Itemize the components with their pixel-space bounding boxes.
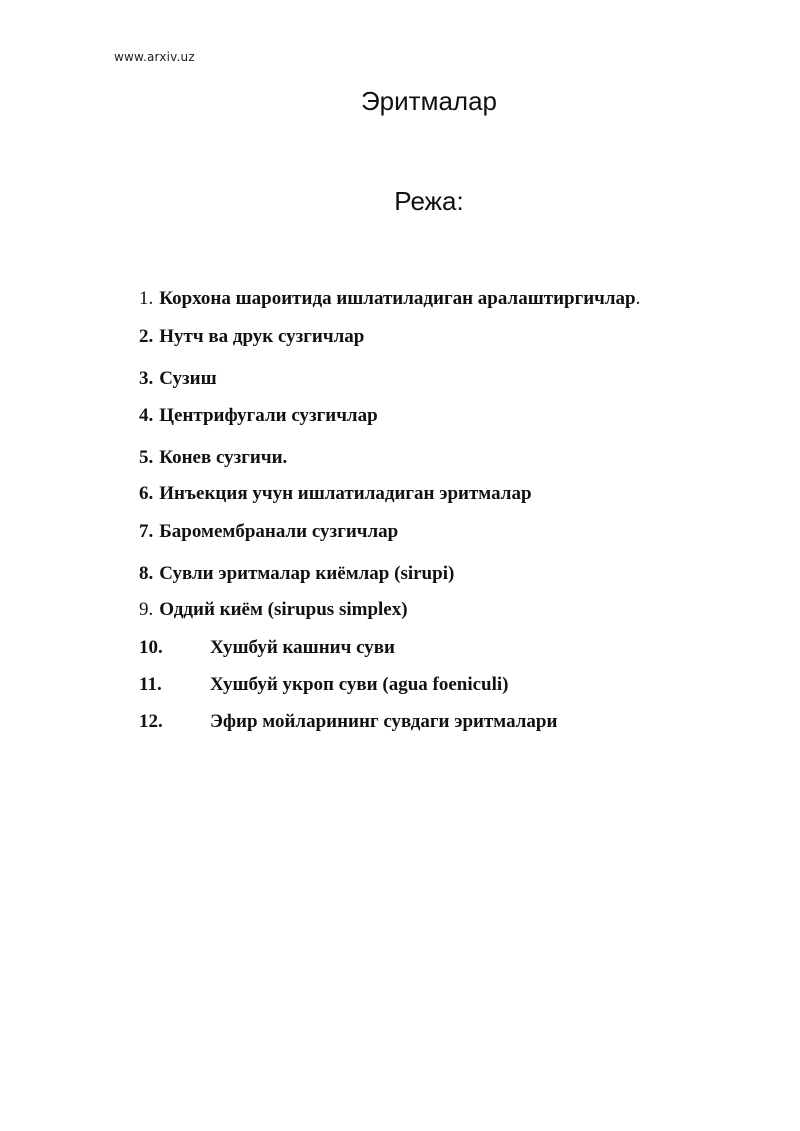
list-item-text: Эфир мойларининг сувдаги эритмалари (210, 711, 558, 732)
list-item (139, 637, 395, 659)
list-item-number: 6. (139, 483, 154, 504)
list-item-number: 7. (139, 521, 154, 542)
list-item (139, 674, 509, 696)
list-item-number: 12. (139, 711, 163, 732)
list-item-text: Сувли эритмалар киёмлар (sirupi) (159, 563, 455, 584)
list-item (139, 483, 532, 505)
list-item (139, 288, 640, 310)
list-item (139, 563, 454, 585)
list-item-text: Хушбуй кашнич суви (210, 637, 395, 658)
site-url: www.arxiv.uz (114, 50, 195, 64)
list-item-number: 5. (139, 447, 154, 468)
list-item-number: 8. (139, 563, 154, 584)
list-item-number: 9. (139, 599, 154, 620)
list-item-number: 4. (139, 405, 154, 426)
list-item (139, 599, 408, 621)
list-item-text: Сузиш (159, 368, 217, 389)
list-item-text: Инъекция учун ишлатиладиган эритмалар (159, 483, 532, 504)
plan-heading: Режа: (394, 186, 464, 216)
list-item-text: Нутч ва друк сузгичлар (159, 326, 365, 347)
list-item-number: 1. (139, 288, 154, 309)
list-item (139, 368, 217, 390)
list-item-text: Центрифугали сузгичлар (159, 405, 378, 426)
list-item (139, 521, 398, 543)
document-title: Эритмалар (360, 86, 497, 116)
list-item-text: Конев сузгичи. (159, 447, 288, 468)
list-item-number: 11. (139, 674, 162, 695)
list-item-number: 2. (139, 326, 154, 347)
list-item-text: Корхона шароитида ишлатиладиган аралаштиргичлар (159, 288, 636, 309)
list-item (139, 711, 557, 733)
list-item (139, 405, 378, 427)
list-item (139, 447, 287, 469)
list-item (139, 326, 364, 348)
list-item-text: Оддий киём (sirupus simplex) (159, 599, 408, 620)
list-item-number: 10. (139, 637, 163, 658)
list-item-number: 3. (139, 368, 154, 389)
list-item-text: Хушбуй укроп суви (agua foeniculi) (210, 674, 509, 695)
list-item-punctuation: . (635, 288, 641, 309)
list-item-text: Баромембранали сузгичлар (159, 521, 399, 542)
